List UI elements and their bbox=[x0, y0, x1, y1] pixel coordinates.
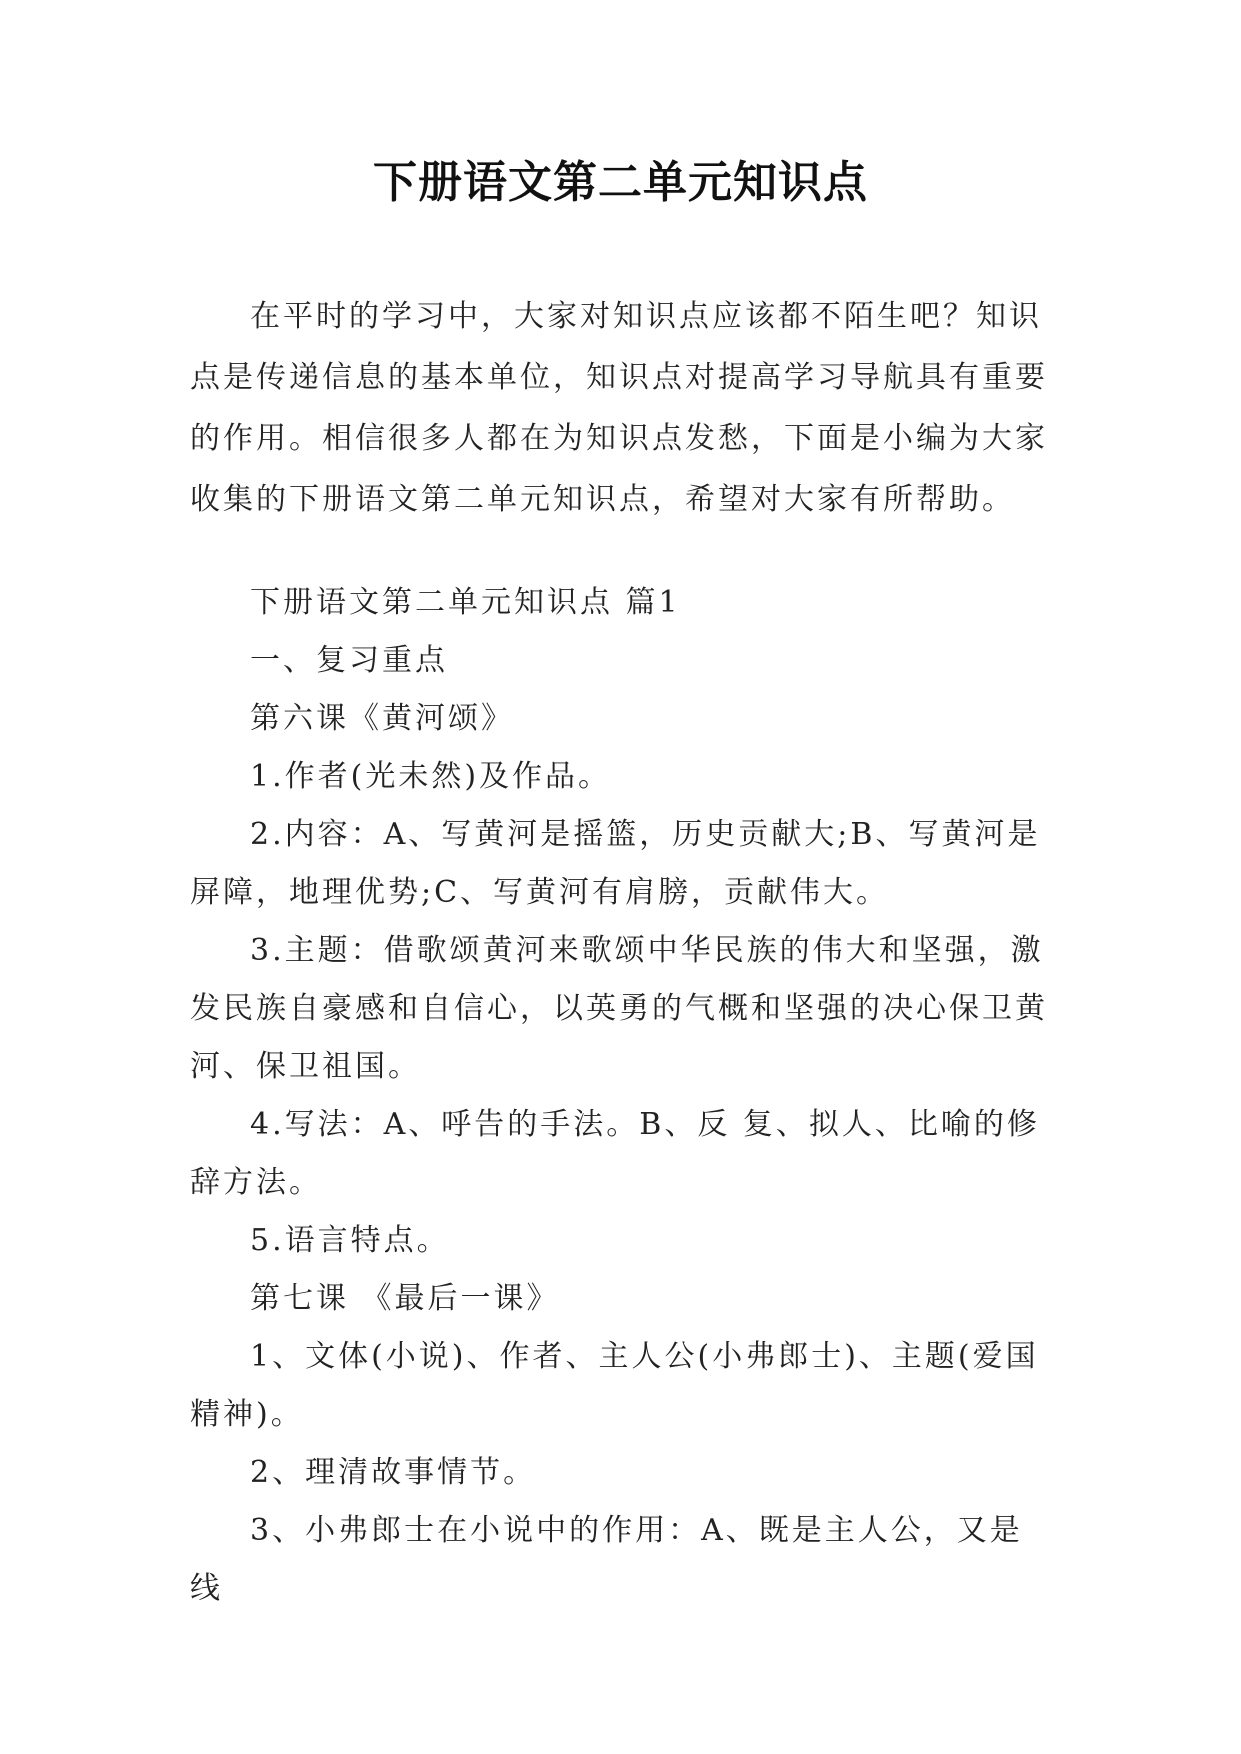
document-title: 下册语文第二单元知识点 bbox=[373, 157, 868, 208]
body-paragraph: 3、小弗郎士在小说中的作用：A、既是主人公，又是线 bbox=[190, 1513, 1023, 1606]
document-body bbox=[190, 574, 1051, 1618]
body-paragraph: 2、理清故事情节。 bbox=[250, 1455, 537, 1490]
body-paragraph: 1.作者(光未然)及作品。 bbox=[250, 759, 612, 794]
body-paragraph: 4.写法：A、呼告的手法。B、反 复、拟人、比喻的修辞方法。 bbox=[190, 1107, 1040, 1200]
body-paragraph: 5.语言特点。 bbox=[250, 1223, 450, 1258]
lesson-heading: 第六课《黄河颂》 bbox=[250, 701, 514, 736]
intro-paragraph: 在平时的学习中，大家对知识点应该都不陌生吧？知识点是传递信息的基本单位，知识点对提高学习导航具有重要的作用。相信很多人都在为知识点发愁，下面是小编为大家收集的下册语文第二单元知识点，希望对大家有所帮助。 bbox=[190, 299, 1048, 517]
body-paragraph: 3.主题：借歌颂黄河来歌颂中华民族的伟大和坚强，激发民族自豪感和自信心，以英勇的气概和坚强的决心保卫黄河、保卫祖国。 bbox=[190, 933, 1048, 1084]
section-heading: 下册语文第二单元知识点 篇1 bbox=[250, 585, 681, 620]
body-paragraph: 2.内容：A、写黄河是摇篮，历史贡献大;B、写黄河是屏障，地理优势;C、写黄河有肩膀，贡献伟大。 bbox=[190, 817, 1041, 910]
lesson-heading: 第七课 《最后一课》 bbox=[250, 1281, 560, 1316]
body-paragraph: 1、文体(小说)、作者、主人公(小弗郎士)、主题(爱国精神)。 bbox=[190, 1339, 1039, 1432]
review-heading: 一、复习重点 bbox=[250, 643, 448, 678]
